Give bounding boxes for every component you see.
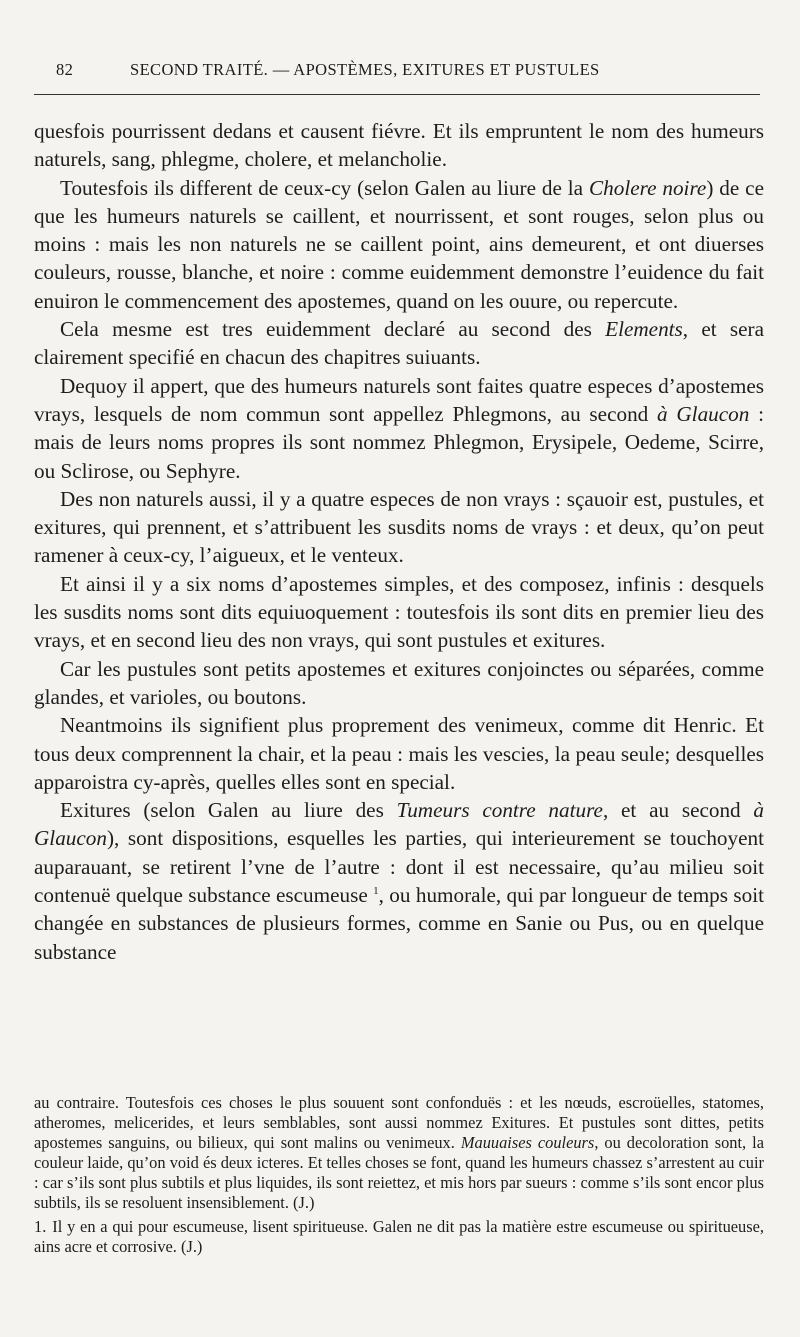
text-run: Neantmoins ils signifient plus proprement des venimeux, comme dit Henric. Et tous deux comprennent la chair, et la peau : mais les vescies, la peau seule; desquelles apparoistra cy-après, quelles elles sont en special.: [34, 713, 764, 794]
page-number: 82: [56, 60, 74, 79]
italic-title: Tumeurs contre nature: [396, 798, 603, 823]
text-run: quesfois pourrissent dedans et causent fiévre. Et ils empruntent le nom des humeurs naturels, sang, phlegme, cholere, et melancholie.: [34, 119, 764, 172]
paragraph: [34, 796, 764, 966]
editor-note: [34, 1093, 764, 1214]
text-run: , et au second: [602, 798, 754, 823]
text-run: , et sera clairement specifié en chacun des chapitres suiuants.: [34, 317, 764, 370]
notes-block: [34, 1093, 764, 1257]
text-run: Et ainsi il y a six noms d’apostemes simples, et des composez, infinis : desquels les susdits noms sont dits equiuoquement : toutesfois ils sont dits en premier lieu des vrays, et en second lieu des non vrays, qui sont pustules et exitures.: [34, 571, 764, 653]
paragraph: [34, 372, 764, 485]
paragraph: [34, 117, 764, 174]
italic-title: Cholere noire: [589, 175, 707, 200]
paragraph: [34, 655, 764, 712]
text-run: ), sont dispositions, esquelles les parties, qui interieurement se touchoyent auparauant, se retirent l’vne de l’autre : dont il est necessaire, qu’au milieu soit contenuë quelque substance escumeuse: [34, 826, 764, 908]
italic-title: Elements: [605, 317, 683, 342]
text-run: , ou decoloration sont, la couleur laide, qu’on void és deux icteres. Et telles choses se font, quand les humeurs chassez s’arrestent au cuir : car s’ils sont plus subtils et plus liquides, ils sont reiettez, et mis hors par sueurs : comme s’ils sont encor plus subtils, ils se resoluent insensiblement. (J.): [34, 1133, 764, 1213]
text-run: : mais de leurs noms propres ils sont nommez Phlegmon, Erysipele, Oedeme, Scirre, ou Sclirose, ou Sephyre.: [34, 401, 765, 483]
text-run: Toutesfois ils different de ceux-cy (selon Galen au liure de la: [60, 175, 589, 200]
text-run: Cela mesme est tres euidemment declaré au second des: [60, 317, 606, 342]
text-run: Car les pustules sont petits apostemes et exitures conjoinctes ou séparées, comme glandes, et varioles, ou boutons.: [34, 656, 764, 709]
paragraph: [34, 570, 764, 655]
italic-title: à Glaucon: [34, 798, 765, 851]
paragraph: [34, 485, 764, 570]
paragraph: [34, 315, 764, 372]
text-run: Exitures (selon Galen au liure des: [60, 798, 397, 823]
text-run: , ou humorale, qui par longueur de temps soit changée en substances de plusieurs formes, comme en Sanie ou Pus, ou en quelque substance: [34, 883, 764, 964]
text-run: Des non naturels aussi, il y a quatre especes de non vrays : sçauoir est, pustules, et exitures, qui prennent, et s’attribuent les susdits noms de vrays : et deux, qu’on peut ramener à ceux-cy, l’aigueux, et le venteux.: [34, 486, 764, 568]
text-run: ) de ce que les humeurs naturels se caillent, et nourrissent, et sont rouges, selon plus ou moins : mais les non naturels ne se caillent point, ains demeurent, et ont diuerses couleurs, rousse, blanche, et noire : comme euidemment demonstre l’euidence du fait enuiron le commencement des apostemes, quand on les ouure, ou repercute.: [34, 175, 764, 313]
paragraph: [34, 711, 764, 796]
footnote: [34, 1217, 764, 1257]
text-run: au contraire. Toutesfois ces choses le plus souuent sont confonduës : et les nœuds, escroüelles, statomes, atheromes, melicerides, et leurs semblables, sont aussi nommez Exitures. Et pustules sont dittes, petits apostemes sanguins, ou bilieux, qui sont malins ou venimeux.: [34, 1093, 764, 1153]
running-title: SECOND TRAITÉ. — APOSTÈMES, EXITURES ET PUSTULES: [130, 60, 600, 79]
header-rule: [34, 94, 760, 95]
paragraph: [34, 174, 764, 315]
italic-title: Mauuaises couleurs: [460, 1133, 595, 1153]
footnote-marker: 1: [373, 884, 379, 897]
footnote-number: 1.: [34, 1216, 47, 1236]
main-text: [34, 117, 764, 966]
footnote-text: Il y en a qui pour escumeuse, lisent spiritueuse. Galen ne dit pas la matière estre escumeuse ou spiritueuse, ains acre et corrosive. (J.): [34, 1216, 764, 1256]
italic-title: à Glaucon: [657, 401, 750, 426]
text-run: Dequoy il appert, que des humeurs naturels sont faites quatre especes d’apostemes vrays, lesquels de nom commun sont appellez Phlegmons, au second: [34, 373, 764, 426]
